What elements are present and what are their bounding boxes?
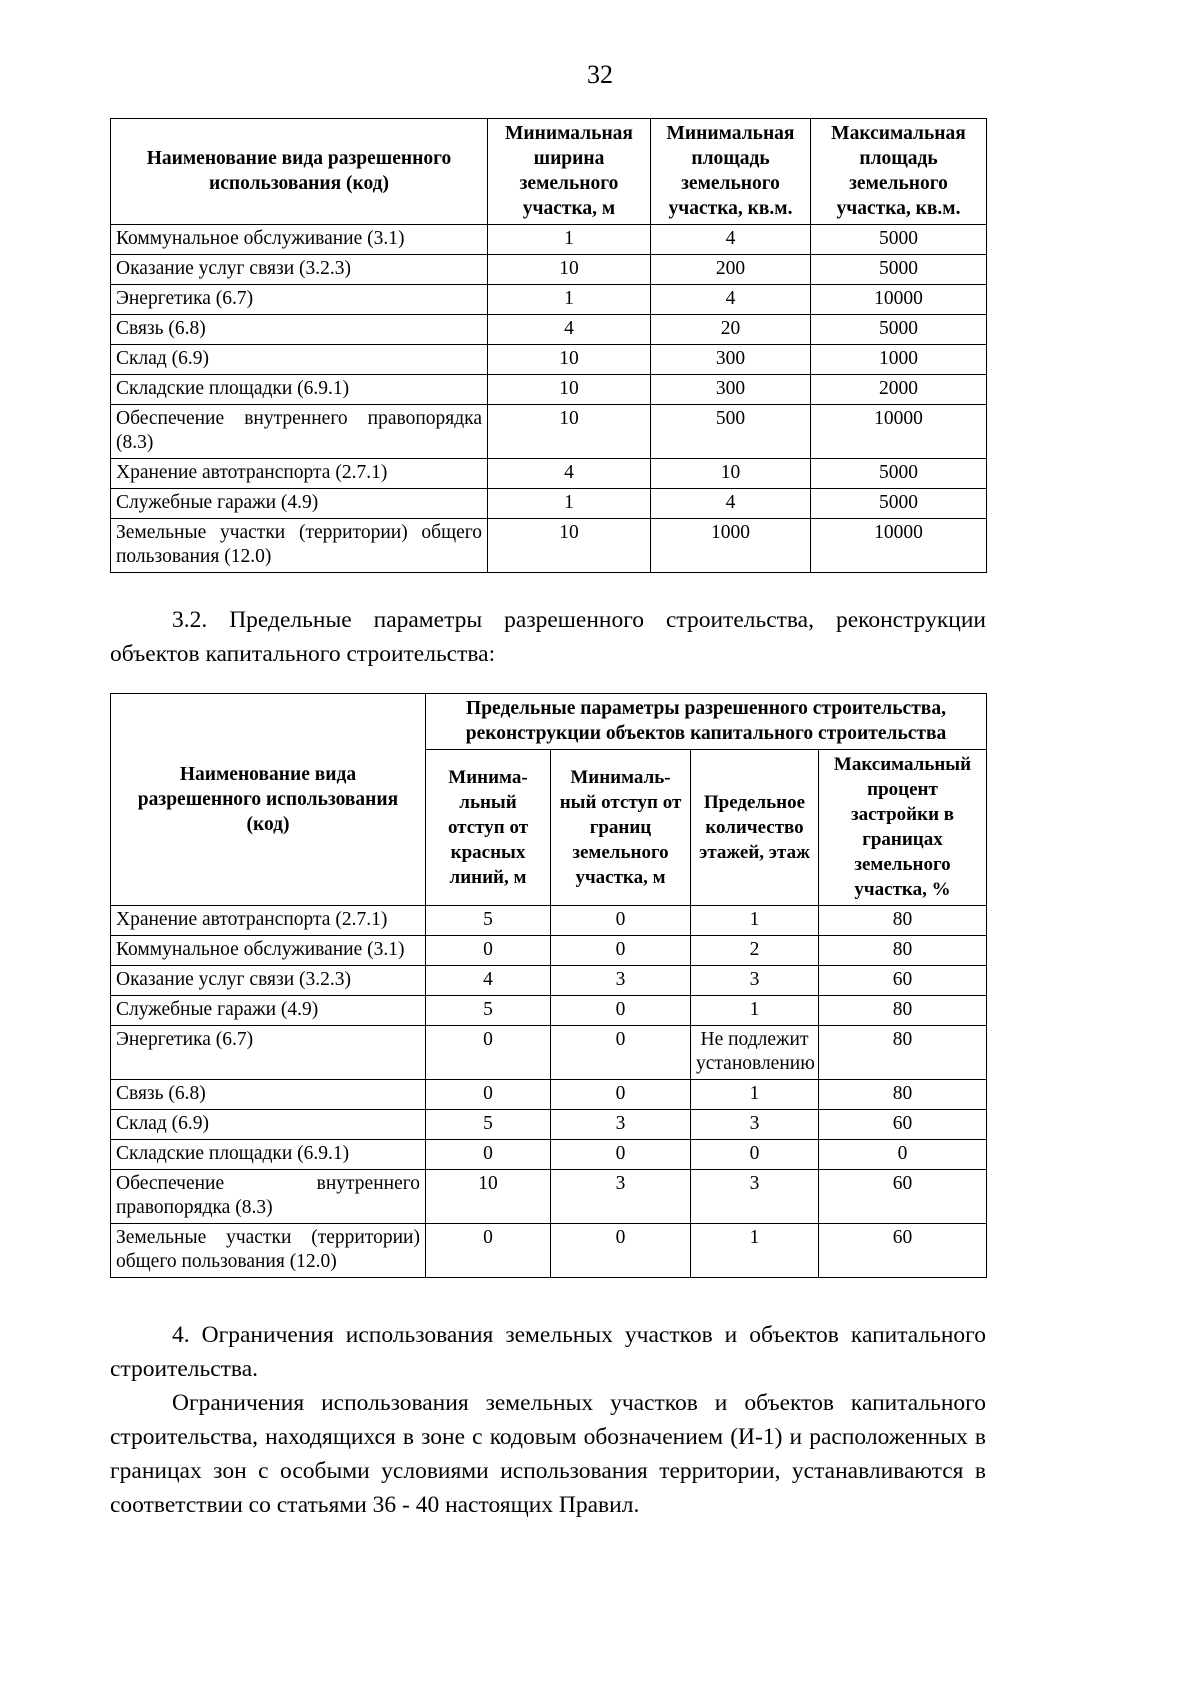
cell-setback-bound: 0	[551, 996, 691, 1026]
table2-header-setback-red-lines: Минима-льный отступ от красных линий, м	[426, 750, 551, 906]
table-row	[111, 1140, 987, 1170]
cell-name: Связь (6.8)	[111, 1080, 426, 1110]
table-row	[111, 996, 987, 1026]
table2-header-max-floors: Предельное количество этажей, этаж	[691, 750, 819, 906]
cell-max-area: 2000	[811, 375, 987, 405]
table2-header-setback-boundaries: Минималь-ный отступ от границ земельного участка, м	[551, 750, 691, 906]
cell-setback-red: 0	[426, 936, 551, 966]
cell-setback-red: 0	[426, 1224, 551, 1278]
cell-min-area: 4	[651, 225, 811, 255]
cell-max-area: 5000	[811, 315, 987, 345]
cell-setback-bound: 0	[551, 906, 691, 936]
cell-floors: 3	[691, 1110, 819, 1140]
cell-min-area: 4	[651, 285, 811, 315]
cell-floors: 1	[691, 1080, 819, 1110]
table1-body	[111, 225, 987, 573]
cell-name: Оказание услуг связи (3.2.3)	[111, 966, 426, 996]
table1-header-min-width: Минимальная ширина земельного участка, м	[488, 119, 651, 225]
cell-name: Обеспечение внутреннего правопорядка (8.3)	[111, 405, 488, 459]
cell-min-width: 10	[488, 405, 651, 459]
cell-name: Складские площадки (6.9.1)	[111, 1140, 426, 1170]
cell-build-pct: 60	[819, 966, 987, 996]
table-row	[111, 1170, 987, 1224]
cell-name: Склад (6.9)	[111, 1110, 426, 1140]
cell-setback-red: 5	[426, 1110, 551, 1140]
cell-min-area: 10	[651, 459, 811, 489]
cell-max-area: 10000	[811, 285, 987, 315]
cell-floors: 3	[691, 966, 819, 996]
cell-build-pct: 80	[819, 1026, 987, 1080]
cell-build-pct: 80	[819, 906, 987, 936]
paragraph-restrictions: Ограничения использования земельных участков и объектов капитального строительства, находящихся в зоне с кодовым обозначением (И-1) и расположенных в границах зон с особыми условиями использования территории, устанавливаются в соответствии со статьями 36 - 40 настоящих Правил.	[110, 1390, 986, 1518]
table-row	[111, 375, 987, 405]
table-row	[111, 906, 987, 936]
cell-name: Хранение автотранспорта (2.7.1)	[111, 906, 426, 936]
table-row	[111, 1026, 987, 1080]
cell-name: Служебные гаражи (4.9)	[111, 996, 426, 1026]
table-row	[111, 1224, 987, 1278]
cell-min-area: 200	[651, 255, 811, 285]
cell-min-area: 4	[651, 489, 811, 519]
cell-min-area: 500	[651, 405, 811, 459]
cell-min-width: 4	[488, 459, 651, 489]
cell-min-width: 4	[488, 315, 651, 345]
paragraph-3-2: 3.2. Предельные параметры разрешенного строительства, реконструкции объектов капитального строительства:	[110, 607, 986, 667]
table-row	[111, 225, 987, 255]
cell-build-pct: 60	[819, 1224, 987, 1278]
cell-build-pct: 0	[819, 1140, 987, 1170]
table-row	[111, 285, 987, 315]
cell-min-width: 1	[488, 225, 651, 255]
cell-max-area: 5000	[811, 489, 987, 519]
table2-group-header-row	[111, 694, 987, 750]
cell-max-area: 5000	[811, 459, 987, 489]
table-row	[111, 315, 987, 345]
cell-min-width: 10	[488, 375, 651, 405]
table-row	[111, 405, 987, 459]
cell-min-area: 300	[651, 345, 811, 375]
cell-name: Коммунальное обслуживание (3.1)	[111, 225, 488, 255]
cell-name: Служебные гаражи (4.9)	[111, 489, 488, 519]
cell-floors: 2	[691, 936, 819, 966]
cell-min-width: 1	[488, 285, 651, 315]
cell-setback-red: 0	[426, 1026, 551, 1080]
table-row	[111, 1110, 987, 1140]
cell-min-width: 10	[488, 345, 651, 375]
cell-setback-bound: 0	[551, 1140, 691, 1170]
table-row	[111, 489, 987, 519]
cell-min-width: 10	[488, 519, 651, 573]
cell-setback-red: 0	[426, 1080, 551, 1110]
cell-name: Земельные участки (территории) общего пользования (12.0)	[111, 519, 488, 573]
cell-min-area: 1000	[651, 519, 811, 573]
cell-setback-red: 4	[426, 966, 551, 996]
table-row	[111, 519, 987, 573]
cell-max-area: 5000	[811, 255, 987, 285]
cell-setback-bound: 3	[551, 1170, 691, 1224]
cell-name: Хранение автотранспорта (2.7.1)	[111, 459, 488, 489]
cell-setback-bound: 3	[551, 1110, 691, 1140]
table-header-row	[111, 119, 987, 225]
cell-name: Оказание услуг связи (3.2.3)	[111, 255, 488, 285]
cell-setback-bound: 0	[551, 1026, 691, 1080]
cell-name: Склад (6.9)	[111, 345, 488, 375]
cell-max-area: 10000	[811, 519, 987, 573]
cell-build-pct: 80	[819, 996, 987, 1026]
table-row	[111, 255, 987, 285]
table2-header-name: Наименование вида разрешенного использования (код)	[111, 694, 426, 906]
cell-setback-bound: 0	[551, 936, 691, 966]
table-building-parameters	[110, 693, 987, 1278]
cell-name: Связь (6.8)	[111, 315, 488, 345]
cell-min-width: 1	[488, 489, 651, 519]
cell-setback-bound: 0	[551, 1224, 691, 1278]
cell-build-pct: 60	[819, 1110, 987, 1140]
table1-header-min-area: Минимальная площадь земельного участка, кв.м.	[651, 119, 811, 225]
cell-name: Коммунальное обслуживание (3.1)	[111, 936, 426, 966]
table2-header-build-percent: Максимальный процент застройки в границах земельного участка, %	[819, 750, 987, 906]
table2-body	[111, 906, 987, 1278]
cell-floors: Не подлежит установлению	[691, 1026, 819, 1080]
table-row	[111, 345, 987, 375]
cell-build-pct: 60	[819, 1170, 987, 1224]
page-number: 32	[587, 60, 613, 89]
cell-floors: 1	[691, 996, 819, 1026]
cell-floors: 3	[691, 1170, 819, 1224]
cell-setback-bound: 0	[551, 1080, 691, 1110]
table-row	[111, 936, 987, 966]
cell-setback-red: 5	[426, 996, 551, 1026]
cell-name: Складские площадки (6.9.1)	[111, 375, 488, 405]
table-row	[111, 966, 987, 996]
table1-header-max-area: Максимальная площадь земельного участка, кв.м.	[811, 119, 987, 225]
cell-setback-red: 0	[426, 1140, 551, 1170]
cell-setback-bound: 3	[551, 966, 691, 996]
cell-min-area: 20	[651, 315, 811, 345]
cell-min-area: 300	[651, 375, 811, 405]
cell-setback-red: 10	[426, 1170, 551, 1224]
page-content	[110, 118, 986, 1522]
table1-header-name: Наименование вида разрешенного использования (код)	[111, 119, 488, 225]
cell-name: Энергетика (6.7)	[111, 285, 488, 315]
cell-max-area: 1000	[811, 345, 987, 375]
paragraph-4: 4. Ограничения использования земельных участков и объектов капитального строительства.	[110, 1322, 986, 1382]
cell-min-width: 10	[488, 255, 651, 285]
table-row	[111, 459, 987, 489]
cell-floors: 1	[691, 1224, 819, 1278]
cell-build-pct: 80	[819, 1080, 987, 1110]
cell-name: Земельные участки (территории) общего пользования (12.0)	[111, 1224, 426, 1278]
table-land-plot-parameters	[110, 118, 987, 573]
cell-max-area: 10000	[811, 405, 987, 459]
cell-setback-red: 5	[426, 906, 551, 936]
table-row	[111, 1080, 987, 1110]
cell-floors: 1	[691, 906, 819, 936]
cell-max-area: 5000	[811, 225, 987, 255]
table2-group-header: Предельные параметры разрешенного строительства, реконструкции объектов капитального строительства	[426, 694, 987, 750]
cell-name: Обеспечение внутреннего правопорядка (8.3)	[111, 1170, 426, 1224]
cell-name: Энергетика (6.7)	[111, 1026, 426, 1080]
cell-floors: 0	[691, 1140, 819, 1170]
cell-build-pct: 80	[819, 936, 987, 966]
